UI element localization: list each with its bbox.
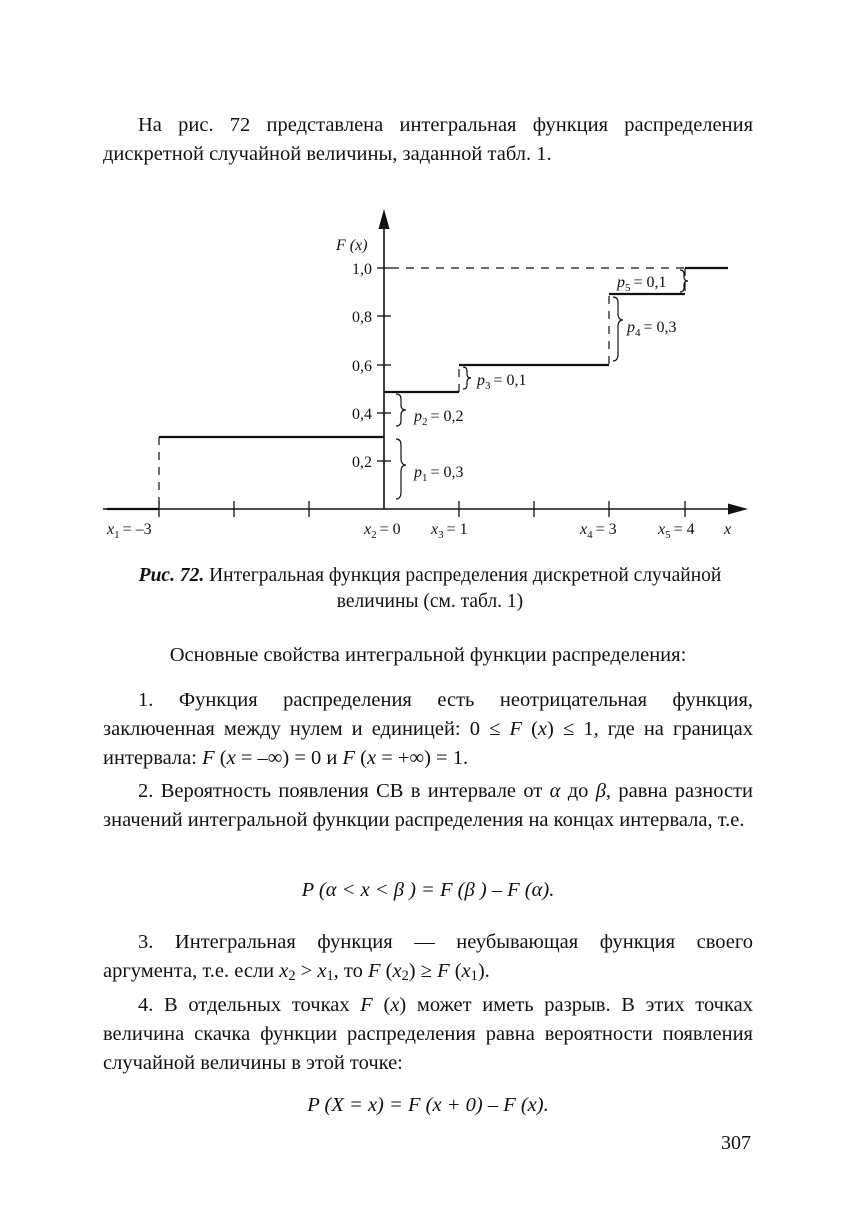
y-tick-label: 0,2 [352, 454, 372, 471]
x-point-label: $x_1 = -3$ [107, 521, 152, 541]
prob-label-p2: $p_2 = 0,2$ [414, 408, 464, 428]
y-axis-arrow [379, 209, 390, 229]
x-point-label: $x_4 = 3$ [580, 521, 617, 541]
y-tick-label: 0,8 [352, 309, 372, 326]
y-tick-label: 0,4 [352, 406, 372, 423]
prob-label-p1: $p_1 = 0,3$ [414, 464, 464, 484]
x-axis-arrow [728, 504, 748, 515]
distribution-function-figure [0, 0, 864, 560]
property-1: 1. Функция распределения есть неотрицательная функция, заключенная между нулем и единицей: 0 ≤ F (x) ≤ 1, где на границах интервала: F (x = –∞) = 0 и F (x = +∞) = 1. [103, 689, 754, 769]
caption-text: Интегральная функция распределения дискретной случайной величины (см. табл. 1) [209, 565, 722, 612]
brace-p5 [680, 270, 688, 292]
page-number: 307 [721, 1132, 751, 1154]
brace-p4 [613, 297, 623, 361]
property-3: 3. Интегральная функция — неубывающая функция своего аргумента, т.е. если $x_2 > x_1$, то F $(x_2) \ge F$ $(x_1)$. [103, 931, 753, 984]
prob-label-p4: $p_4 = 0,3$ [627, 319, 677, 339]
figure-caption [120, 563, 740, 615]
y-tick-label: 0,6 [352, 358, 372, 375]
x-point-label: $x_3 = 1$ [431, 521, 468, 541]
formula-interval-probability: P (α < x < β ) = F (β ) – F (α). [301, 879, 555, 901]
y-axis-label: F (x) [336, 237, 368, 254]
x-axis-label: x [724, 521, 732, 538]
caption-label: Рис. 72. [138, 565, 205, 586]
x-point-labels [106, 521, 731, 541]
y-tick-label: 1,0 [352, 261, 372, 278]
y-tick-labels [352, 261, 372, 471]
brace-p1 [396, 439, 406, 499]
property-2: 2. Вероятность появления СВ в интервале от α до β, равна разности значений интегральной функции распределения на концах интервала, т.е. [103, 780, 753, 831]
section-heading: Основные свойства интегральной функции распределения: [169, 644, 687, 666]
prob-label-p5: $p_5 = 0,1$ [617, 274, 667, 294]
intro-paragraph: На рис. 72 представлена интегральная функция распределения дискретной случайной величины, заданной табл. 1. [103, 114, 753, 165]
formula-jump: P (X = x) = F (x + 0) – F (x). [307, 1094, 549, 1116]
brace-p3 [463, 367, 471, 389]
probability-labels [413, 274, 677, 484]
prob-label-p3: $p_3 = 0,1$ [477, 372, 527, 392]
x-point-label: $x_2 = 0$ [364, 521, 401, 541]
brace-p2 [396, 394, 406, 426]
x-point-label: $x_5 = 4$ [658, 521, 695, 541]
property-4: 4. В отдельных точках F (x) может иметь разрыв. В этих точках величина скачка функции распределения равна вероятности появления случайной величины в этой точке: [103, 994, 753, 1074]
